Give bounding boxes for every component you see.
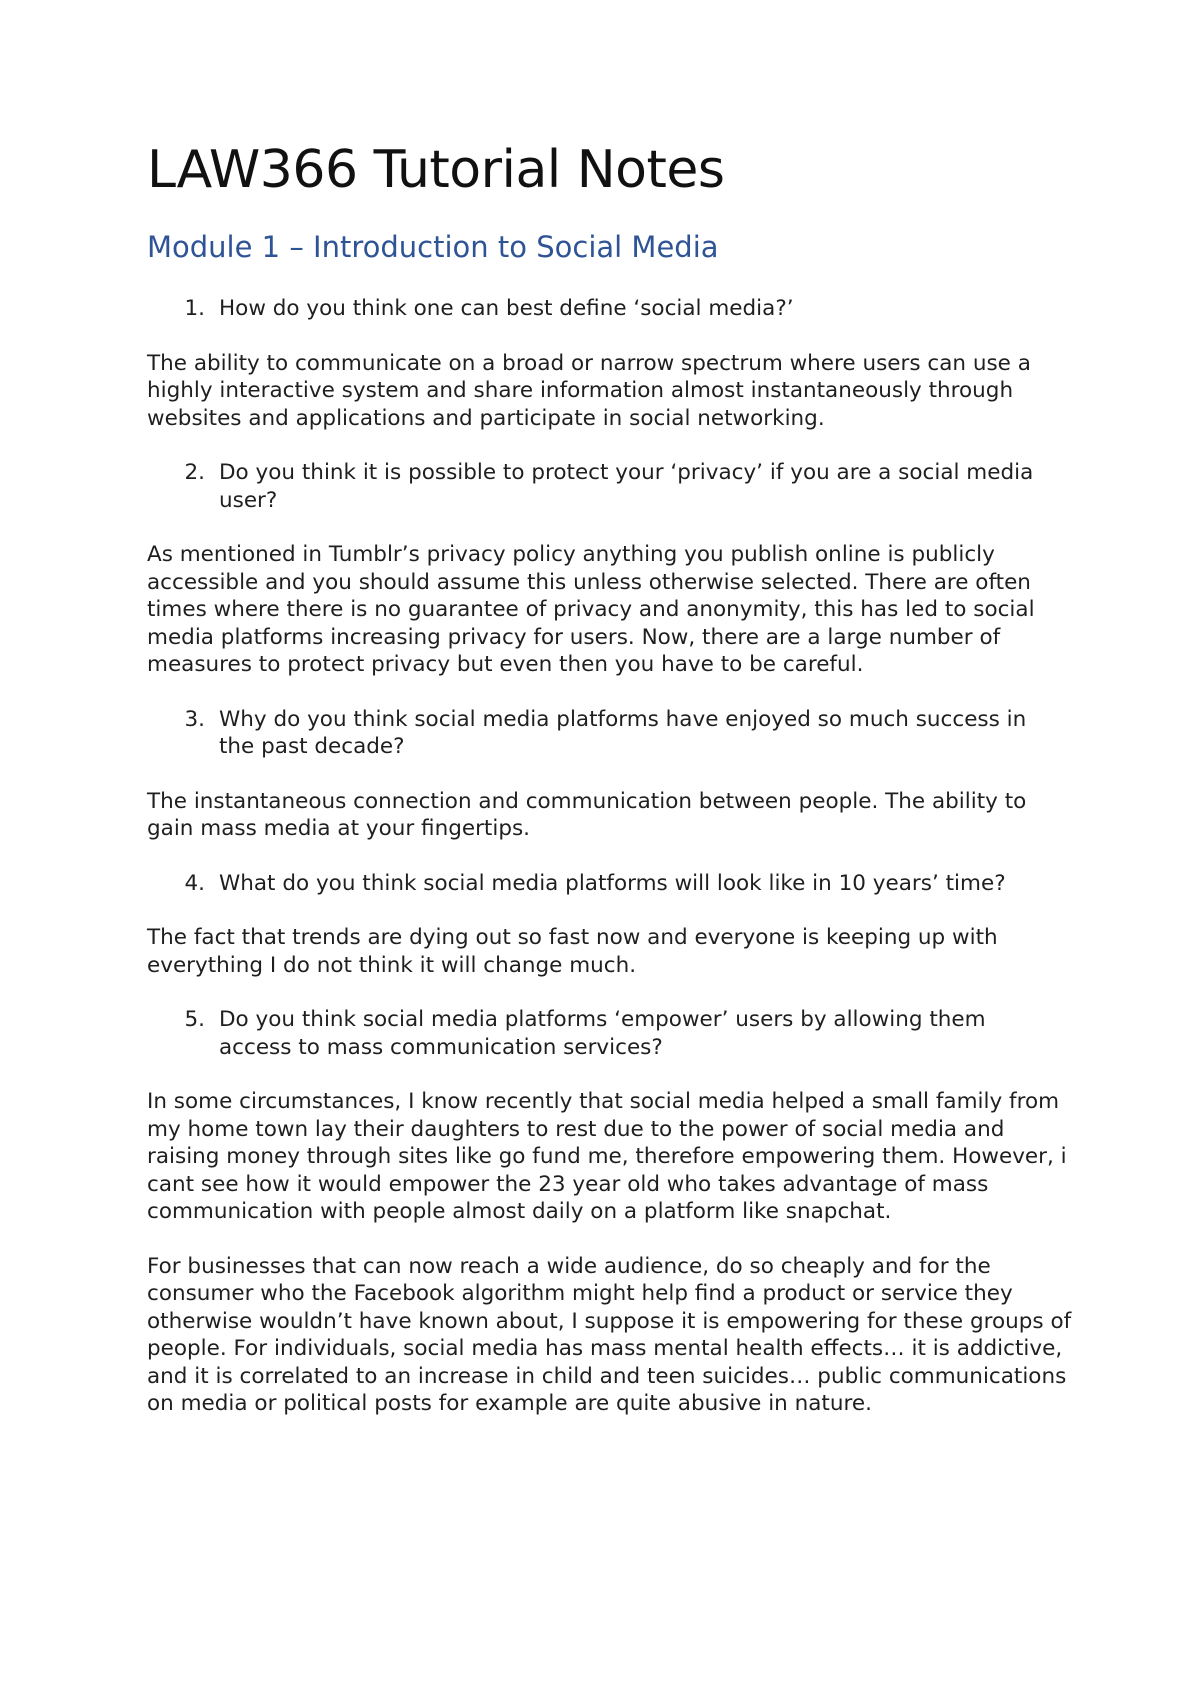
question-item xyxy=(147,1006,1077,1061)
answer-paragraph: The fact that trends are dying out so fast now and everyone is keeping up with everything I do not think it will change much. xyxy=(147,925,998,978)
document-title: LAW366 Tutorial Notes xyxy=(147,140,725,200)
question-block-3 xyxy=(147,706,1077,843)
question-text: What do you think social media platforms will look like in 10 years’ time? xyxy=(219,870,1006,896)
question-number: 1. xyxy=(184,296,205,321)
question-number: 5. xyxy=(184,1007,205,1032)
question-item xyxy=(147,706,1077,761)
question-block-2 xyxy=(147,459,1077,679)
question-text: How do you think one can best define ‘social media?’ xyxy=(219,296,794,321)
question-block-5 xyxy=(147,1006,1077,1418)
question-text: Do you think it is possible to protect your ‘privacy’ if you are a social media user? xyxy=(219,460,1034,513)
answer-paragraph: The ability to communicate on a broad or narrow spectrum where users can use a highly interactive system and share information almost instantaneously through websites and applications and participate in social networking. xyxy=(147,350,1031,431)
answer-paragraph: In some circumstances, I know recently that social media helped a small family from my home town lay their daughters to rest due to the power of social media and raising money through sites like go fund me, therefore empowering them. However, i cant see how it would empower the 23 year old who takes advantage of mass communication with people almost daily on a platform like snapchat. xyxy=(147,1089,1067,1224)
answer-paragraph: For businesses that can now reach a wide audience, do so cheaply and for the consumer who the Facebook algorithm might help find a product or service they otherwise wouldn’t have known about, I suppose it is empowering for these groups of people. For individuals, social media has mass mental health effects… it is addictive, and it is correlated to an increase in child and teen suicides… public communications on media or political posts for example are quite abusive in nature. xyxy=(147,1253,1072,1416)
question-text: Why do you think social media platforms have enjoyed so much success in the past decade? xyxy=(219,706,1027,759)
question-block-1 xyxy=(147,295,1077,432)
question-item xyxy=(147,459,1077,514)
module-heading: Module 1 – Introduction to Social Media xyxy=(147,230,719,264)
question-number: 4. xyxy=(184,870,205,896)
question-block-4 xyxy=(147,870,1077,980)
question-number: 3. xyxy=(184,706,205,732)
question-item xyxy=(147,295,1077,323)
question-number: 2. xyxy=(184,460,205,485)
answer-paragraph: As mentioned in Tumblr’s privacy policy anything you publish online is publicly accessible and you should assume this unless otherwise selected. There are often times where there is no guarantee of privacy and anonymity, this has led to social media platforms increasing privacy for users. Now, there are a large number of measures to protect privacy but even then you have to be careful. xyxy=(147,542,1035,677)
answer-paragraph: The instantaneous connection and communication between people. The ability to gain mass media at your fingertips. xyxy=(147,788,1027,841)
question-text: Do you think social media platforms ‘empower’ users by allowing them access to mass communication services? xyxy=(219,1007,986,1060)
document-page xyxy=(147,138,1077,1418)
question-item xyxy=(147,870,1077,898)
